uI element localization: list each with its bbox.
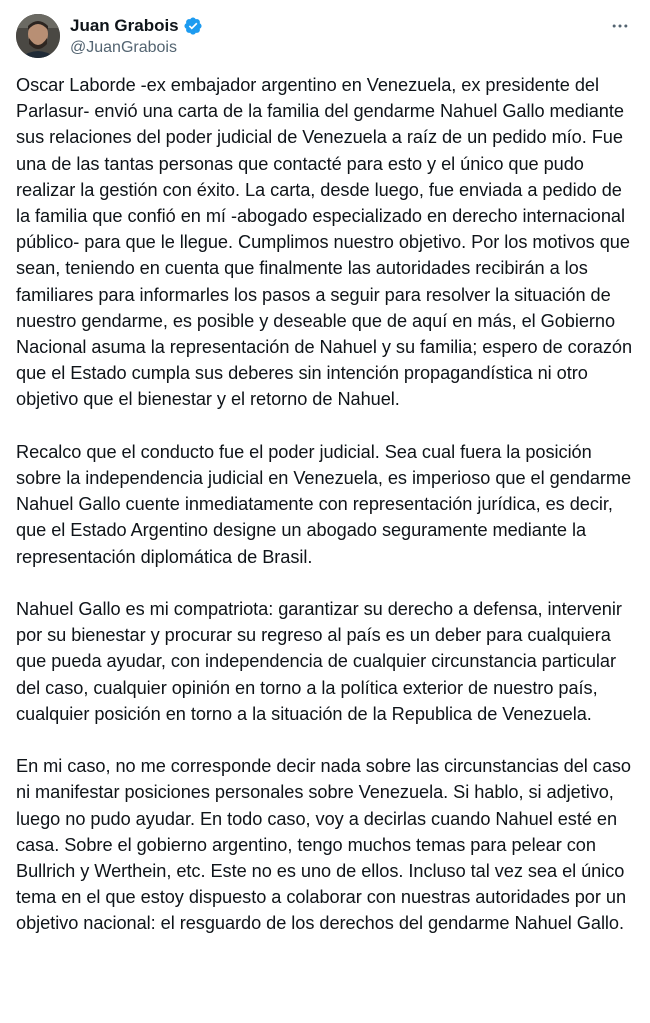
avatar[interactable] (16, 14, 60, 58)
name-row (70, 15, 203, 37)
tweet-header (16, 14, 634, 62)
tweet-paragraph: Oscar Laborde -ex embajador argentino en Venezuela, ex presidente del Parlasur- envió una carta de la familia del gendarme Nahuel Gallo mediante sus relaciones del poder judicial de Venezuela a raíz de un pedido mío. Fue una de las tantas personas que contacté para esto y el único que pudo realizar la gestión con éxito. La carta, desde luego, fue enviada a pedido de la familia que confió en mí -abogado especializado en derecho internacional público- para que le llegue. Cumplimos nuestro objetivo. Por los motivos que sean, teniendo en cuenta que finalmente las autoridades recibirán a los familiares para informarles los pasos a seguir para resolver la situación de nuestro gendarme, es posible y deseable que de aquí en más, el Gobierno Nacional asuma la representación de Nahuel y su familia; espero de corazón que el Estado cumpla sus deberes sin intención propagandística ni otro objetivo que el bienestar y el retorno de Nahuel. (16, 75, 633, 410)
verified-badge-icon (183, 16, 203, 36)
more-options-button[interactable] (608, 14, 632, 38)
tweet-paragraph: Recalco que el conducto fue el poder judicial. Sea cual fuera la posición sobre la independencia judicial en Venezuela, es imperioso que el gendarme Nahuel Gallo cuente inmediatamente con representación jurídica, es decir, que el Estado Argentino designe un abogado seguramente mediante la representación diplomática de Brasil. (16, 441, 632, 567)
tweet-paragraph: En mi caso, no me corresponde decir nada sobre las circunstancias del caso ni manifestar posiciones personales sobre Venezuela. Si hablo, si adjetivo, luego no pudo ayudar. En todo caso, voy a decirlas cuando Nahuel esté en casa. Sobre el gobierno argentino, tengo muchos temas para pelear con Bullrich y Werthein, etc. Este no es uno de ellos. Incluso tal vez sea el único tema en el que estoy dispuesto a colaborar con nuestras autoridades por un objetivo nacional: el resguardo de los derechos del gendarme Nahuel Gallo. (16, 756, 631, 934)
author-display-name[interactable]: Juan Grabois (70, 16, 179, 35)
avatar-photo (16, 14, 60, 58)
author-handle[interactable]: @JuanGrabois (70, 39, 177, 56)
author-identity (70, 14, 203, 59)
tweet-text (16, 72, 634, 937)
more-options-icon (610, 16, 630, 36)
tweet-paragraph: Nahuel Gallo es mi compatriota: garantizar su derecho a defensa, intervenir por su bienestar y procurar su regreso al país es un deber para cualquiera que pueda ayudar, con independencia de cualquier circunstancia particular del caso, cualquier opinión en torno a la política exterior de nuestro país, cualquier posición en torno a la situación de la Republica de Venezuela. (16, 599, 622, 724)
